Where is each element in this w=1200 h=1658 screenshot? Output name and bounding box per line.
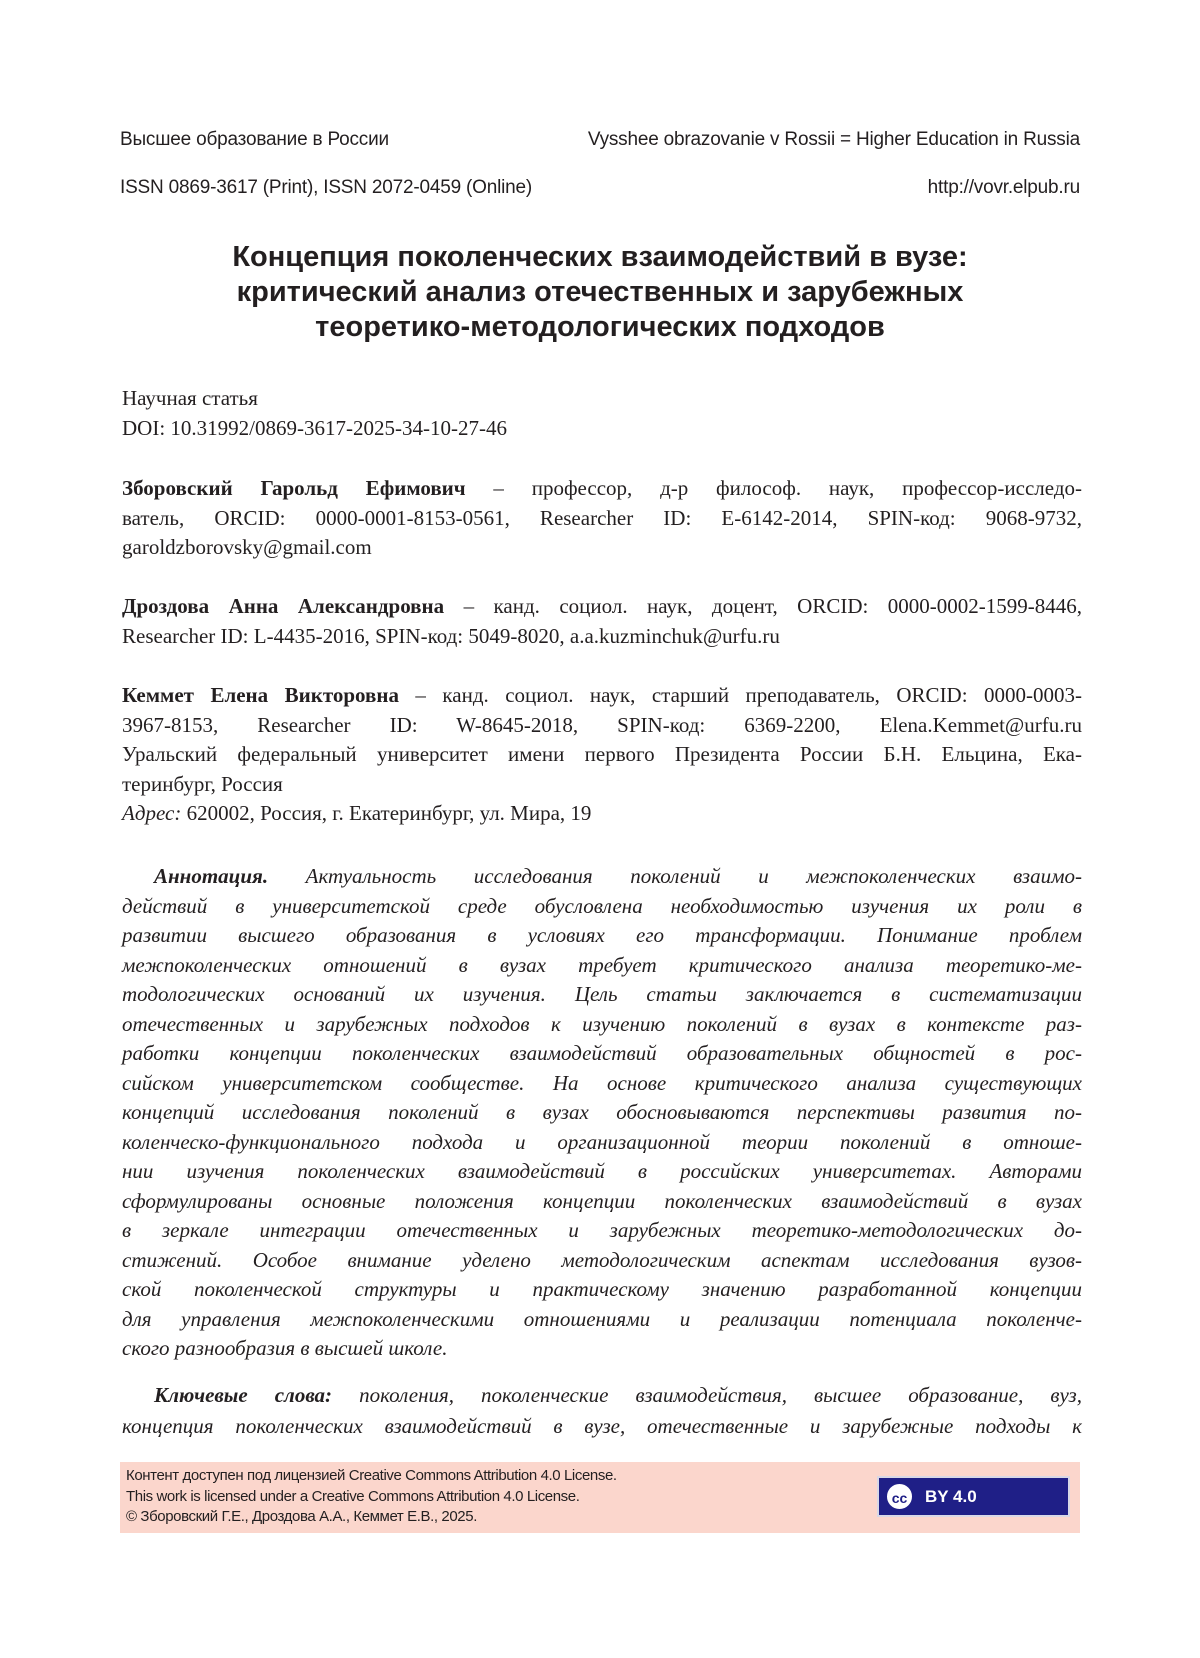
article-meta (122, 384, 1082, 443)
author-block (122, 592, 1082, 651)
abstract-line: Аннотация. Актуальность исследования поколений и межпоколенческих взаимо- (154, 864, 1082, 888)
cc-icon: cc (885, 1482, 914, 1511)
author-line (122, 474, 1082, 504)
author-name: Дроздова Анна Александровна (122, 594, 445, 618)
author-line (122, 681, 1082, 711)
license-line-en: This work is licensed under a Creative Commons Attribution 4.0 License. (126, 1487, 580, 1505)
author-block (122, 474, 1082, 563)
license-line-ru: Контент доступен под лицензией Creative Commons Attribution 4.0 License. (126, 1467, 617, 1484)
license-footer (120, 1462, 1080, 1533)
keywords (122, 1380, 1082, 1442)
issn-line: ISSN 0869-3617 (Print), ISSN 2072-0459 (Online) (120, 177, 532, 198)
affiliation-line: Уральский федеральный университет имени первого Президента России Б.Н. Ельцина, Ека- (122, 742, 1082, 766)
address-value: 620002, Россия, г. Екатеринбург, ул. Мира, 19 (181, 801, 592, 825)
abstract-line: сийском университетском сообществе. На основе критического анализа существующих (122, 1070, 1082, 1095)
author-name: Кеммет Елена Викторовна (122, 683, 399, 707)
abstract-line: для управления межпоколенческими отношениями и реализации потенциала поколенче- (122, 1306, 1082, 1331)
address-label: Адрес: (122, 801, 182, 825)
affiliation-line: теринбург, Россия (122, 771, 283, 796)
journal-url[interactable]: http://vovr.elpub.ru (927, 177, 1080, 198)
abstract-line: ской поколенческой структуры и практическому значению разработанной концепции (122, 1277, 1082, 1301)
author-line (122, 592, 1082, 622)
abstract-line: стижений. Особое внимание уделено методологическим аспектам исследования вузов- (122, 1247, 1082, 1272)
keywords-line: Ключевые слова: поколения, поколенческие взаимодействия, высшее образование, вуз, (154, 1383, 1083, 1407)
cc-by-label: BY 4.0 (925, 1487, 977, 1506)
author-info: Researcher ID: L-4435-2016, SPIN-код: 5049-8020, a.a.kuzminchuk@urfu.ru (122, 623, 780, 648)
address-line (122, 799, 1082, 829)
abstract-line: ского разнообразия в высшей школе. (122, 1336, 448, 1360)
abstract-line: коленческо-функционального подхода и организационной теории поколений в отноше- (122, 1129, 1082, 1154)
keywords-label: Ключевые слова: (154, 1383, 333, 1407)
title-line: критический анализ отечественных и зарубежных (236, 276, 964, 308)
abstract-line: действий в университетской среде обусловлена необходимостью изучения их роли в (122, 893, 1082, 918)
journal-title-en: Vysshee obrazovanie v Rossii = Higher Education in Russia (587, 129, 1080, 150)
abstract-line: тодологических оснований их изучения. Цель статьи заключается в систематизации (122, 982, 1082, 1006)
abstract-line: межпоколенческих отношений в вузах требует критического анализа теоретико-ме- (122, 952, 1082, 977)
author-info: – канд. социол. наук, доцент, ORCID: 0000-0002-1599-8446, (444, 594, 1083, 618)
author-info: ватель, ORCID: 0000-0001-8153-0561, Researcher ID: E-6142-2014, SPIN-код: 9068-9732, (122, 505, 1082, 530)
abstract-line: в зеркале интеграции отечественных и зарубежных теоретико-методологических до- (122, 1218, 1082, 1242)
journal-title-ru: Высшее образование в России (120, 129, 389, 150)
copyright-line: © Зборовский Г.Е., Дроздова А.А., Кеммет Е.В., 2025. (126, 1508, 477, 1525)
author-info: 3967-8153, Researcher ID: W-8645-2018, SPIN-код: 6369-2200, Elena.Kemmet@urfu.ru (122, 712, 1082, 737)
article-doi[interactable]: DOI: 10.31992/0869-3617-2025-34-10-27-46 (122, 415, 507, 440)
article-title (120, 240, 1080, 345)
keywords-line: концепция поколенческих взаимодействий в вузе, отечественные и зарубежные подходы к (122, 1414, 1082, 1438)
abstract-line: сформулированы основные положения концепции поколенческих взаимодействий в вузах (122, 1188, 1082, 1213)
title-line: теоретико-методологических подходов (315, 311, 885, 343)
license-text (126, 1466, 617, 1528)
author-email[interactable]: garoldzborovsky@gmail.com (122, 535, 372, 559)
title-line: Концепция поколенческих взаимодействий в вузе: (232, 241, 968, 273)
abstract-line: отечественных и зарубежных подходов к изучению поколений в вузах в контексте раз- (122, 1011, 1082, 1036)
article-type: Научная статья (122, 386, 258, 410)
abstract-line: концепций исследования поколений в вузах обосновываются перспективы развития по- (122, 1100, 1082, 1124)
author-info: – канд. социол. наук, старший преподаватель, ORCID: 0000-0003- (398, 683, 1083, 707)
abstract-line: развитии высшего образования в условиях его трансформации. Понимание проблем (122, 923, 1082, 947)
abstract-label: Аннотация. (154, 864, 269, 888)
abstract-line: нии изучения поколенческих взаимодействий в российских университетах. Авторами (122, 1159, 1082, 1183)
author-name: Зборовский Гарольд Ефимович (122, 476, 466, 500)
cc-by-badge[interactable] (877, 1476, 1070, 1517)
author-block (122, 681, 1082, 829)
author-info: – профессор, д-р философ. наук, профессор-исследо- (465, 476, 1082, 500)
abstract-line: работки концепции поколенческих взаимодействий образовательных общностей в рос- (122, 1041, 1082, 1065)
abstract (122, 862, 1082, 1364)
